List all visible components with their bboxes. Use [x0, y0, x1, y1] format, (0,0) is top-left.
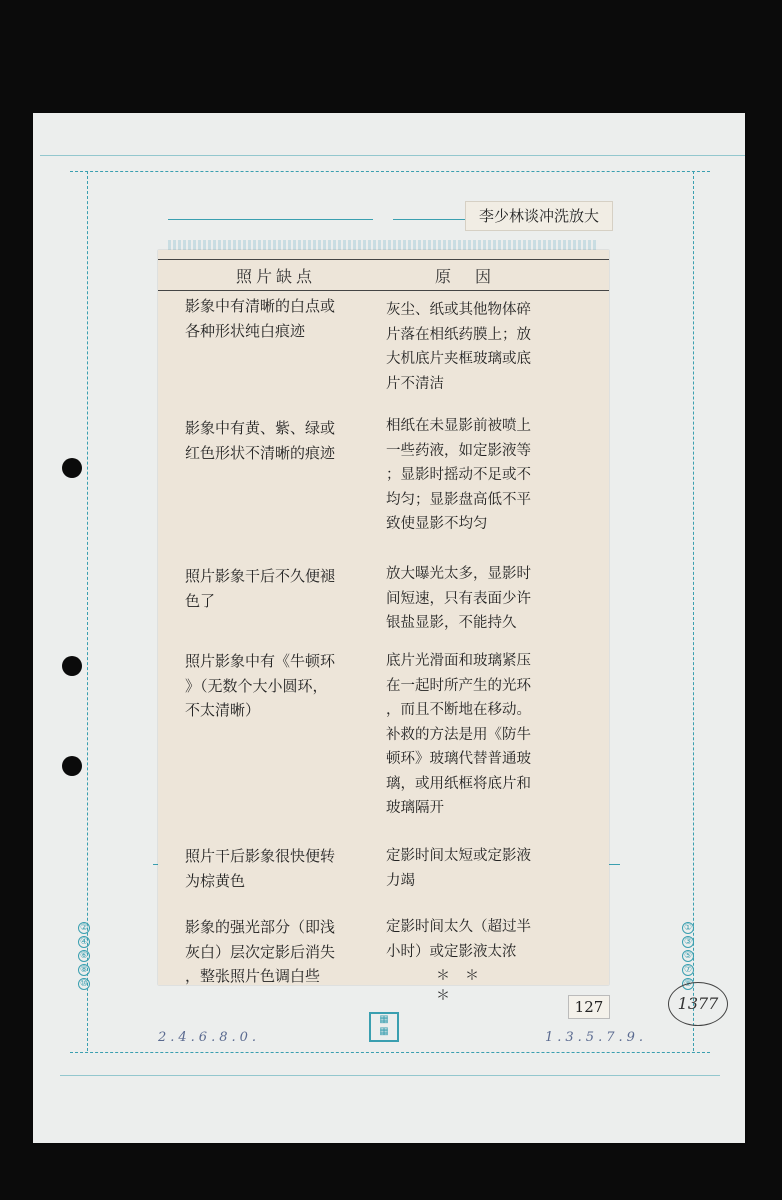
- page-number: 127: [568, 995, 610, 1019]
- table-row-2-defect: 影象中有黄、紫、绿或 红色形状不清晰的痕迹: [185, 419, 336, 462]
- table-row-1-defect: 影象中有清晰的白点或 各种形状纯白痕迹: [185, 297, 336, 340]
- handwritten-circled-number: 1377: [668, 982, 728, 1026]
- title-rule-right: [393, 219, 465, 220]
- guide-left: [87, 171, 88, 1051]
- table-row-1-cause: 灰尘、纸或其他物体碎 片落在相纸药膜上；放 大机底片夹框玻璃或底 片不清洁: [386, 302, 531, 392]
- guide-bottom-outer: [60, 1075, 720, 1076]
- binder-hole-middle: [62, 656, 82, 676]
- table-row-5-defect: 照片干后影象很快便转 为棕黄色: [185, 847, 336, 890]
- guide-top-outer: [40, 155, 745, 156]
- table-row-3-defect: 照片影象干后不久便褪 色了: [185, 567, 336, 610]
- table-row-4-defect: 照片影象中有《牛顿环 》（无数个大小圆环， 不太清晰）: [185, 652, 336, 719]
- binder-hole-top: [62, 458, 82, 478]
- guide-top: [70, 171, 710, 172]
- header-title: 李少林谈冲洗放大: [465, 201, 613, 231]
- binder-hole-bottom: [62, 756, 82, 776]
- table-row-6-cause: 定影时间太久（超过半 小时）或定影液太浓: [386, 919, 531, 960]
- table-row-4-cause: 底片光滑面和玻璃紧压 在一起时所产生的光环 ，而且不断地在移动。 补救的方法是用《防牛 顿环》玻璃代替普通玻 璃，或用纸框将底片和 玻璃隔开: [386, 653, 531, 816]
- table-row-2-cause: 相纸在未显影前被喷上 一些药液，如定影液等 ；显影时摇动不足或不 均匀；显影盘高低不平 致使显影不均匀: [386, 418, 531, 532]
- title-rule-left: [168, 219, 373, 220]
- table-row-6-defect: 影象的强光部分（即浅 灰白）层次定影后消失 ，整张照片色调白些: [185, 918, 336, 985]
- table-row-3-cause: 放大曝光太多，显影时 间短速，只有表面少许 银盐显影，不能持久: [386, 566, 531, 631]
- guide-bottom: [70, 1052, 710, 1053]
- margin-numbers-odd: 1.3.5.7.9.: [545, 1030, 648, 1045]
- ruled-strip: [168, 240, 598, 250]
- guide-right: [693, 171, 694, 1051]
- end-mark: ＊＊＊: [436, 968, 494, 1004]
- publisher-seal-icon: ▦ ▦: [369, 1012, 399, 1042]
- table-header: [158, 259, 609, 291]
- margin-numbers-even: 2.4.6.8.0.: [158, 1030, 261, 1045]
- table-row-5-cause: 定影时间太短或定影液 力竭: [386, 848, 531, 889]
- column-header-defect: 照片缺点: [236, 267, 317, 286]
- column-header-cause: 原 因: [435, 267, 496, 286]
